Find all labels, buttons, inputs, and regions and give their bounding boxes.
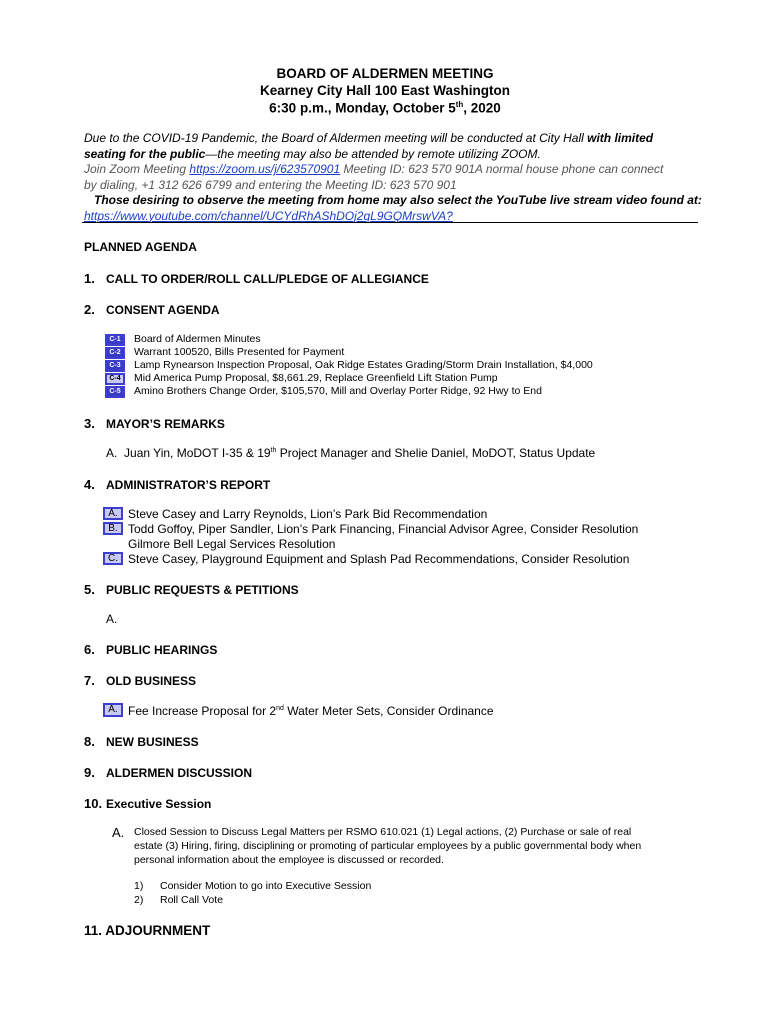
admin-item: Steve Casey and Larry Reynolds, Lion’s Park Bid Recommendation xyxy=(128,507,488,521)
exec-item-line: Closed Session to Discuss Legal Matters per RSMO 610.021 (1) Legal actions, (2) Purchase or sale of real xyxy=(134,826,632,838)
section-administrators-report: 4. ADMINISTRATOR’S REPORT xyxy=(84,477,271,492)
section-old-business: 7. OLD BUSINESS xyxy=(84,673,197,688)
admin-link-b[interactable]: B. xyxy=(103,522,123,535)
section-public-hearings: 6. PUBLIC HEARINGS xyxy=(84,642,218,657)
public-requests-item: A. xyxy=(106,612,118,626)
consent-item: Mid America Pump Proposal, $8,661.29, Replace Greenfield Lift Station Pump xyxy=(134,372,498,384)
consent-link-c1[interactable]: C-1 xyxy=(105,334,125,346)
admin-item-continued: Gilmore Bell Legal Services Resolution xyxy=(128,537,336,551)
consent-link-c2[interactable]: C-2 xyxy=(105,347,125,359)
section-adjournment: 11. ADJOURNMENT xyxy=(84,923,211,938)
meeting-title: BOARD OF ALDERMEN MEETING xyxy=(276,66,494,81)
old-business-link-a[interactable]: A. xyxy=(103,703,123,717)
youtube-link[interactable]: https://www.youtube.com/channel/UCYdRhAShDOj2qL9GQMrswVA? xyxy=(84,208,453,223)
meeting-location: Kearney City Hall 100 East Washington xyxy=(259,83,511,98)
old-business-item: Fee Increase Proposal for 2nd Water Meter Sets, Consider Ordinance xyxy=(128,704,494,718)
section-public-requests: 5. PUBLIC REQUESTS & PETITIONS xyxy=(84,582,299,597)
agenda-page: BOARD OF ALDERMEN MEETING Kearney City Hall 100 East Washington 6:30 p.m., Monday, October 5th, 2020 Due to the COVID-19 Pandemic, the Board of Aldermen meeting will be conducted at City Hall with limited seating for the public—the meeting may also be attended by remote utilizing ZOOM. Join Zoom Meeting https://zoom.us/j/623570901 Meeting ID: 623 570 901A normal house phone can connect by dialing, +1 312 626 6799 and entering the Meeting ID: 623 570 901 Those desiring to observe the meeting from home may also select the YouTube live stream video found at: https://www.youtube.com/channel/UCYdRhAShDOj2qL9GQMrswVA? PLANNED AGENDA 1. CALL TO ORDER/ROLL CALL/PLEDGE OF ALLEGIANCE 2. CONSENT AGENDA C-1 Board of Aldermen Minutes C-2 Warrant 100520, Bills Presented for Payment C-3 Lamp Rynearson Inspection Proposal, Oak Ridge Estates Grading/Storm Drain Installation, $4,000 C-4 Mid America Pump Proposal, $8,661.29, Replace Greenfield Lift Station Pump C-5 Amino Brothers Change Order, $105,570, Mill and Overlay Porter Ridge, 92 Hwy to End 3. MAYOR’S REMARKS A. Juan Yin, MoDOT I-35 & 19th Project Manager and Shelie Daniel, MoDOT, Status Update 4. ADMINISTRATOR’S REPORT A. Steve Casey and Larry Reynolds, Lion’s Park Bid Recommendation B. Todd Goffoy, Piper Sandler, Lion’s Park Financing, Financial Advisor Agree, Consider Resolution Gilmore Bell Legal Services Resolution C. Steve Casey, Playground Equipment and Splash Pad Recommendations, Consider Resolution 5. PUBLIC REQUESTS & PETITIONS A. 6. PUBLIC HEARINGS 7. OLD BUSINESS A. Fee Increase Proposal for 2nd Water Meter Sets, Consider Ordinance 8. NEW BUSINESS 9. ALDERMEN DISCUSSION 10. Executive Session A. Closed Session to Discuss Legal Matters per RSMO 610.021 (1) Legal actions, (2) Purchase or sale of real estate (3) Hiring, firing, disciplining or promoting of particular employees by a public governmental body when personal information about the employee is discussed or recorded. 1) Consider Motion to go into Executive Session 2) Roll Call Vote 11. ADJOURNMENT xyxy=(0,0,770,1024)
exec-subitem: Consider Motion to go into Executive Session xyxy=(160,880,372,892)
section-mayors-remarks: 3. MAYOR’S REMARKS xyxy=(84,416,225,431)
zoom-link[interactable]: https://zoom.us/j/623570901 xyxy=(189,162,341,176)
section-aldermen-discussion: 9. ALDERMEN DISCUSSION xyxy=(84,765,253,780)
divider xyxy=(82,222,698,223)
exec-subitem-number: 1) xyxy=(134,880,144,892)
section-consent-agenda: 2. CONSENT AGENDA xyxy=(84,302,220,317)
exec-item-line: estate (3) Hiring, firing, disciplining or promoting of particular employees by a public governmental body when xyxy=(134,840,642,852)
consent-link-c4[interactable]: C-4 xyxy=(105,373,125,385)
consent-link-c5[interactable]: C-5 xyxy=(105,386,125,398)
planned-agenda-heading: PLANNED AGENDA xyxy=(84,240,197,254)
exec-subitem-number: 2) xyxy=(134,894,144,906)
admin-item: Todd Goffoy, Piper Sandler, Lion’s Park Financing, Financial Advisor Agree, Consider Resolution xyxy=(128,522,639,536)
exec-item-line: personal information about the employee is discussed or recorded. xyxy=(134,854,444,866)
consent-item: Board of Aldermen Minutes xyxy=(134,333,261,345)
admin-link-a[interactable]: A. xyxy=(103,507,123,520)
consent-item: Warrant 100520, Bills Presented for Payment xyxy=(134,346,345,358)
consent-link-c3[interactable]: C-3 xyxy=(105,360,125,372)
admin-link-c[interactable]: C. xyxy=(103,552,123,565)
exec-subitem: Roll Call Vote xyxy=(160,894,224,906)
section-executive-session: 10. Executive Session xyxy=(84,796,212,811)
section-call-to-order: 1. CALL TO ORDER/ROLL CALL/PLEDGE OF ALLEGIANCE xyxy=(84,271,429,286)
consent-item: Amino Brothers Change Order, $105,570, Mill and Overlay Porter Ridge, 92 Hwy to End xyxy=(134,385,542,397)
meeting-time: 6:30 p.m., Monday, October 5th, 2020 xyxy=(269,100,501,116)
mayor-item: A. Juan Yin, MoDOT I-35 & 19th Project Manager and Shelie Daniel, MoDOT, Status Update xyxy=(106,446,596,460)
consent-item: Lamp Rynearson Inspection Proposal, Oak Ridge Estates Grading/Storm Drain Installation, $4,000 xyxy=(134,359,593,371)
admin-item: Steve Casey, Playground Equipment and Splash Pad Recommendations, Consider Resolution xyxy=(128,552,630,566)
exec-item-letter: A. xyxy=(112,825,125,840)
section-new-business: 8. NEW BUSINESS xyxy=(84,734,199,749)
